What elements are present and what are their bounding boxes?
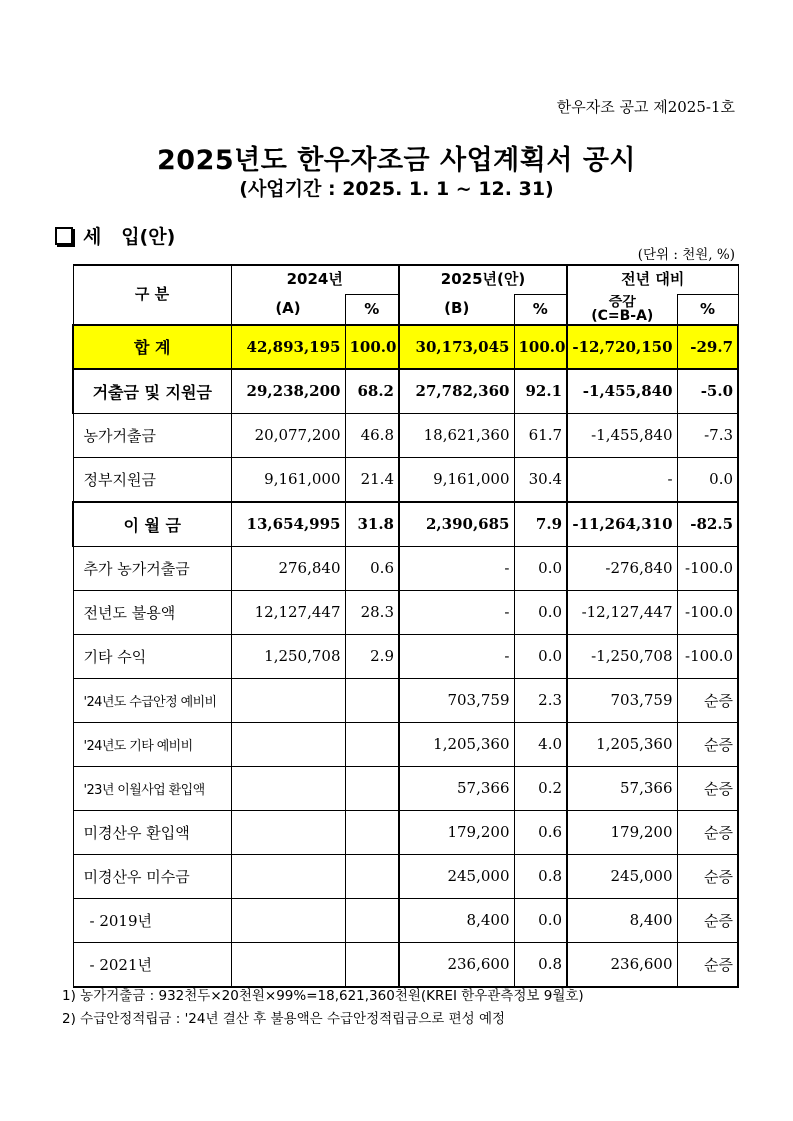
- pct-2024: [345, 766, 399, 810]
- pct-2025: 0.0: [514, 634, 567, 678]
- pct-2025: 0.8: [514, 854, 567, 898]
- pct-diff: 순증: [677, 898, 738, 942]
- table-row: [73, 854, 738, 898]
- value-2025: 245,000: [399, 854, 514, 898]
- header-diff-title: 전년 대비: [621, 270, 685, 289]
- pct-2025: 0.0: [514, 590, 567, 634]
- pct-2025: 0.0: [514, 546, 567, 590]
- value-diff: 57,366: [567, 766, 677, 810]
- table-row: [73, 502, 738, 547]
- value-2024: [231, 678, 345, 722]
- unit-note: (단위 : 천원, %): [637, 247, 735, 263]
- value-diff: -1,455,840: [567, 413, 677, 457]
- value-diff: 179,200: [567, 810, 677, 854]
- pct-2024: [345, 810, 399, 854]
- row-label: 이 월 금: [73, 502, 231, 547]
- pct-2024: 2.9: [345, 634, 399, 678]
- header-2024-sub: (A): [231, 295, 345, 325]
- pct-2024: 68.2: [345, 369, 399, 414]
- row-label: 기타 수익: [73, 634, 231, 678]
- pct-diff: -100.0: [677, 590, 738, 634]
- table-row: [73, 457, 738, 502]
- value-diff: -: [567, 457, 677, 502]
- page-title: 2025년도 한우자조금 사업계획서 공시: [157, 145, 636, 176]
- value-diff: 1,205,360: [567, 722, 677, 766]
- value-2024: [231, 810, 345, 854]
- value-2024: 42,893,195: [231, 325, 345, 369]
- pct-diff: 순증: [677, 722, 738, 766]
- pct-diff: -100.0: [677, 546, 738, 590]
- section-heading: [55, 222, 175, 249]
- pct-diff: -29.7: [677, 325, 738, 369]
- pct-2024: [345, 942, 399, 987]
- value-2024: 29,238,200: [231, 369, 345, 414]
- pct-2025: 92.1: [514, 369, 567, 414]
- row-label: '24년도 기타 예비비: [73, 722, 231, 766]
- pct-diff: 순증: [677, 942, 738, 987]
- value-2025: -: [399, 634, 514, 678]
- header-2024: [231, 265, 399, 295]
- value-diff: 703,759: [567, 678, 677, 722]
- table-row: [73, 722, 738, 766]
- pct-2025: 100.0: [514, 325, 567, 369]
- pct-2025: 4.0: [514, 722, 567, 766]
- value-2024: [231, 722, 345, 766]
- value-2024: 12,127,447: [231, 590, 345, 634]
- pct-2024: [345, 898, 399, 942]
- pct-diff: 순증: [677, 766, 738, 810]
- value-2025: 179,200: [399, 810, 514, 854]
- table-row: [73, 325, 738, 369]
- header-2025: [399, 265, 567, 295]
- row-label: 추가 농가거출금: [73, 546, 231, 590]
- notice-number: 한우자조 공고 제2025-1호: [556, 98, 735, 116]
- header-diff: [567, 265, 738, 295]
- row-label: 전년도 불용액: [73, 590, 231, 634]
- business-period: (사업기간 : 2025. 1. 1 ~ 12. 31): [239, 178, 554, 200]
- value-2025: -: [399, 546, 514, 590]
- value-diff: 8,400: [567, 898, 677, 942]
- pct-diff: -82.5: [677, 502, 738, 547]
- value-2025: 2,390,685: [399, 502, 514, 547]
- table-row: [73, 678, 738, 722]
- header-category: 구 분: [73, 265, 231, 325]
- row-label: '24년도 수급안정 예비비: [73, 678, 231, 722]
- header-diff-sub: [567, 295, 677, 325]
- row-label: 미경산우 환입액: [73, 810, 231, 854]
- pct-2024: 31.8: [345, 502, 399, 547]
- pct-diff: -5.0: [677, 369, 738, 414]
- value-2025: 27,782,360: [399, 369, 514, 414]
- value-2024: 276,840: [231, 546, 345, 590]
- footnote-1: 1) 농가거출금 : 932천두×20천원×99%=18,621,360천원(KREI 한우관측정보 9월호): [62, 988, 584, 1004]
- value-2025: 703,759: [399, 678, 514, 722]
- value-2024: [231, 942, 345, 987]
- row-label: 미경산우 미수금: [73, 854, 231, 898]
- pct-diff: 순증: [677, 854, 738, 898]
- value-2024: 20,077,200: [231, 413, 345, 457]
- checkbox-square-icon: [55, 227, 73, 245]
- header-row-1: [73, 265, 738, 295]
- value-2025: 8,400: [399, 898, 514, 942]
- pct-2025: 0.6: [514, 810, 567, 854]
- value-2024: 1,250,708: [231, 634, 345, 678]
- value-2025: 1,205,360: [399, 722, 514, 766]
- header-2025-year: 2025년(안): [440, 270, 526, 289]
- value-2025: 57,366: [399, 766, 514, 810]
- pct-diff: -7.3: [677, 413, 738, 457]
- row-label: 정부지원금: [73, 457, 231, 502]
- pct-2025: 2.3: [514, 678, 567, 722]
- pct-2025: 0.2: [514, 766, 567, 810]
- pct-2024: 28.3: [345, 590, 399, 634]
- pct-2024: 100.0: [345, 325, 399, 369]
- value-2025: 236,600: [399, 942, 514, 987]
- table-row: [73, 590, 738, 634]
- value-diff: 245,000: [567, 854, 677, 898]
- value-diff: 236,600: [567, 942, 677, 987]
- value-2024: [231, 854, 345, 898]
- pct-2024: [345, 854, 399, 898]
- value-2025: 9,161,000: [399, 457, 514, 502]
- pct-2025: 0.0: [514, 898, 567, 942]
- table-row: [73, 369, 738, 414]
- pct-2025: 0.8: [514, 942, 567, 987]
- table-row: [73, 634, 738, 678]
- pct-2024: 0.6: [345, 546, 399, 590]
- value-2024: 13,654,995: [231, 502, 345, 547]
- pct-diff: -100.0: [677, 634, 738, 678]
- value-diff: -12,127,447: [567, 590, 677, 634]
- pct-diff: 순증: [677, 678, 738, 722]
- value-2025: 30,173,045: [399, 325, 514, 369]
- table-row: [73, 898, 738, 942]
- value-2024: [231, 898, 345, 942]
- value-2025: 18,621,360: [399, 413, 514, 457]
- row-label: 농가거출금: [73, 413, 231, 457]
- value-diff: -1,250,708: [567, 634, 677, 678]
- value-diff: -11,264,310: [567, 502, 677, 547]
- table-row: [73, 413, 738, 457]
- value-diff: -12,720,150: [567, 325, 677, 369]
- pct-2024: 46.8: [345, 413, 399, 457]
- pct-2024: [345, 722, 399, 766]
- row-label: 거출금 및 지원금: [73, 369, 231, 414]
- value-diff: -276,840: [567, 546, 677, 590]
- header-diff-pct: %: [677, 295, 738, 325]
- pct-diff: 0.0: [677, 457, 738, 502]
- value-diff: -1,455,840: [567, 369, 677, 414]
- value-2025: -: [399, 590, 514, 634]
- header-2025-pct: %: [514, 295, 567, 325]
- pct-2024: 21.4: [345, 457, 399, 502]
- header-2024-pct: %: [345, 295, 399, 325]
- value-2024: [231, 766, 345, 810]
- value-2024: 9,161,000: [231, 457, 345, 502]
- footnotes: [62, 985, 584, 1031]
- section-title: 세 입(안): [83, 226, 176, 248]
- table-row: [73, 810, 738, 854]
- pct-2024: [345, 678, 399, 722]
- row-label: '23년 이월사업 환입액: [73, 766, 231, 810]
- revenue-table: [72, 264, 739, 988]
- header-diff-formula: (C=B-A): [591, 308, 654, 325]
- pct-2025: 7.9: [514, 502, 567, 547]
- header-diff-change: 증감: [608, 294, 636, 310]
- table-row: [73, 942, 738, 987]
- header-2024-year: 2024년: [286, 270, 343, 289]
- row-label: 합 계: [73, 325, 231, 369]
- pct-diff: 순증: [677, 810, 738, 854]
- row-label: - 2021년: [73, 942, 231, 987]
- table-row: [73, 546, 738, 590]
- pct-2025: 30.4: [514, 457, 567, 502]
- footnote-2: 2) 수급안정적립금 : '24년 결산 후 불용액은 수급안정적립금으로 편성 예정: [62, 1011, 506, 1027]
- pct-2025: 61.7: [514, 413, 567, 457]
- row-label: - 2019년: [73, 898, 231, 942]
- table-row: [73, 766, 738, 810]
- header-2025-sub: (B): [399, 295, 514, 325]
